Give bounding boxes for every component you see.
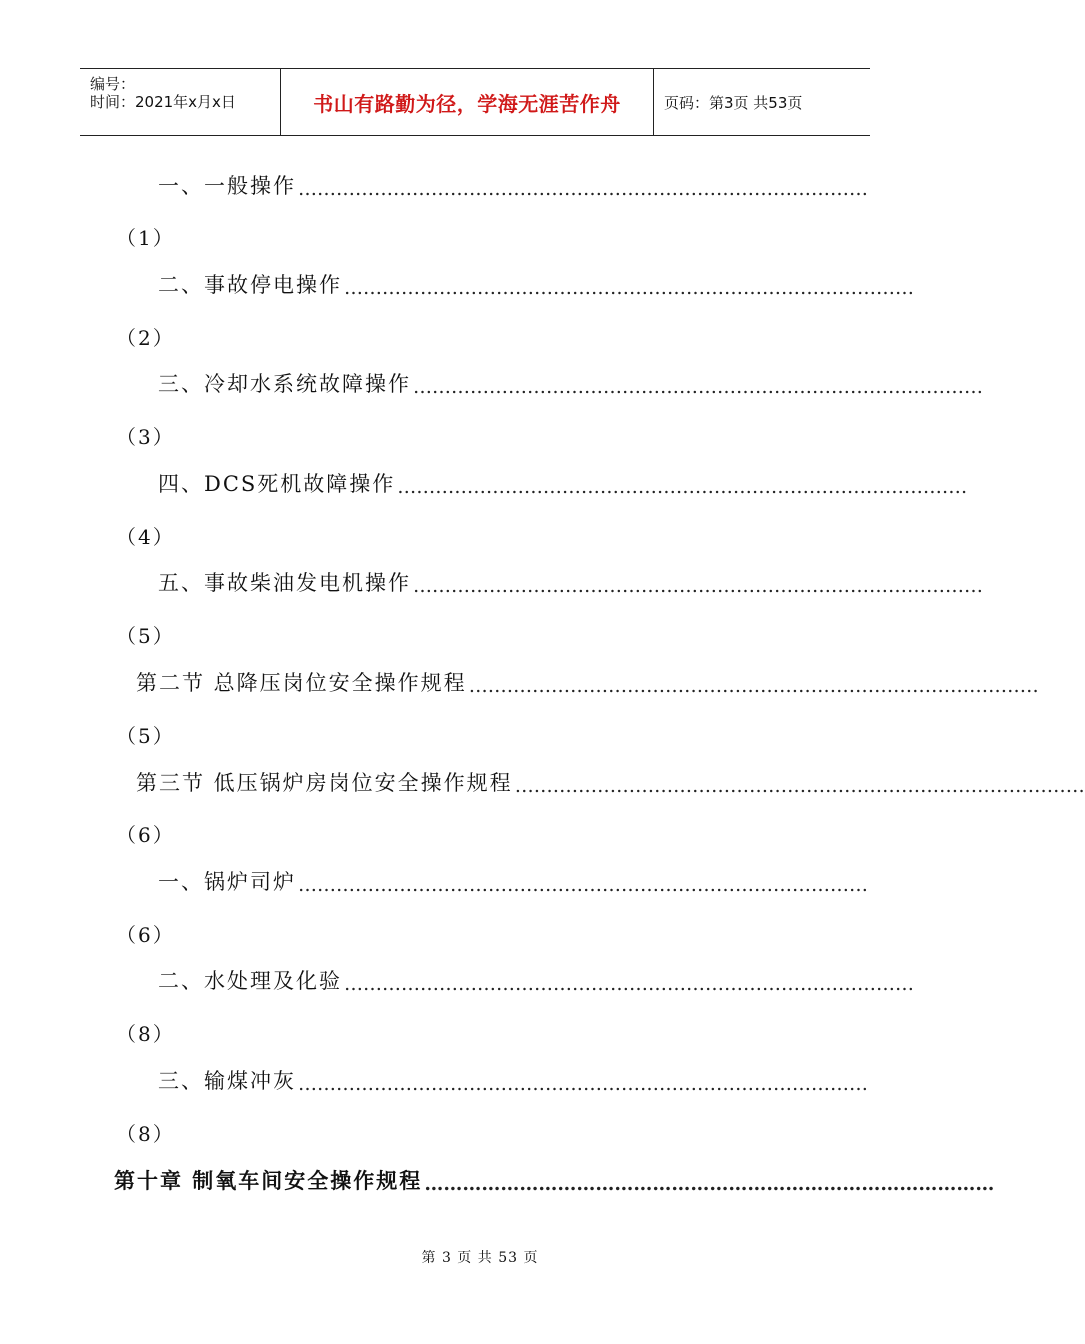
toc-entry[interactable]: [158, 567, 983, 597]
toc-entry[interactable]: [136, 667, 1039, 697]
toc-entry-page: （6）: [116, 823, 175, 847]
document-date-label: 时间：2021年x月x日: [90, 93, 236, 111]
toc-dot-leader: ………………………………………………………………………………: [424, 1173, 995, 1195]
toc-entry-title: 一、一般操作: [158, 170, 298, 200]
toc-entry-title: 四、DCS死机故障操作: [158, 468, 397, 498]
header-motto: 书山有路勤为径，学海无涯苦作舟: [313, 91, 621, 116]
header-right-cell: [654, 69, 870, 135]
header-left-cell: [80, 69, 281, 135]
toc-entry[interactable]: [158, 965, 914, 995]
toc-entry-title: 五、事故柴油发电机操作: [158, 567, 413, 597]
toc-entry-title: 三、输煤冲灰: [158, 1065, 298, 1095]
toc-entry[interactable]: [158, 468, 968, 498]
toc-dot-leader: ………………………………………………………………………………: [298, 874, 868, 896]
toc-dot-leader: ………………………………………………………………………………: [413, 376, 983, 398]
toc-entry-page: （6）: [116, 923, 175, 947]
toc-entry-page: （8）: [116, 1022, 175, 1046]
toc-entry-page: （1）: [116, 226, 175, 250]
toc-dot-leader: ………………………………………………………………………………: [514, 775, 1085, 797]
toc-entry-page: （5）: [116, 624, 175, 648]
toc-entry[interactable]: [158, 866, 868, 896]
toc-entry-page: （3）: [116, 425, 175, 449]
toc-entry-page: （4）: [116, 525, 175, 549]
toc-dot-leader: ………………………………………………………………………………: [298, 178, 868, 200]
toc-entry-title: 三、冷却水系统故障操作: [158, 368, 413, 398]
toc-entry[interactable]: [136, 767, 1085, 797]
header-middle-cell: [281, 69, 654, 135]
toc-dot-leader: ………………………………………………………………………………: [397, 476, 968, 498]
toc-entry[interactable]: [158, 269, 914, 299]
toc-dot-leader: ………………………………………………………………………………: [298, 1073, 868, 1095]
toc-entry-title: 第十章 制氧车间安全操作规程: [114, 1165, 424, 1195]
toc-entry-title: 二、事故停电操作: [158, 269, 344, 299]
toc-chapter-entry[interactable]: [114, 1165, 995, 1195]
toc-entry-page: （2）: [116, 326, 175, 350]
toc-entry[interactable]: [158, 1065, 868, 1095]
toc-entry-page: （5）: [116, 724, 175, 748]
toc-entry-title: 二、水处理及化验: [158, 965, 344, 995]
page-header: [80, 68, 870, 136]
toc-entry[interactable]: [158, 368, 983, 398]
toc-dot-leader: ………………………………………………………………………………: [468, 675, 1039, 697]
toc-entry-title: 第二节 总降压岗位安全操作规程: [136, 667, 469, 697]
page-footer: 第 3 页 共 53 页: [421, 1250, 539, 1266]
toc-dot-leader: ………………………………………………………………………………: [344, 277, 914, 299]
document-number-label: 编号：: [90, 75, 136, 93]
toc-dot-leader: ………………………………………………………………………………: [413, 575, 983, 597]
toc-entry-title: 一、锅炉司炉: [158, 866, 298, 896]
toc-entry[interactable]: [158, 170, 868, 200]
header-page-info: 页码：第3页 共53页: [664, 93, 803, 112]
toc-entry-title: 第三节 低压锅炉房岗位安全操作规程: [136, 767, 515, 797]
toc-dot-leader: ………………………………………………………………………………: [344, 973, 914, 995]
toc-entry-page: （8）: [116, 1122, 175, 1146]
